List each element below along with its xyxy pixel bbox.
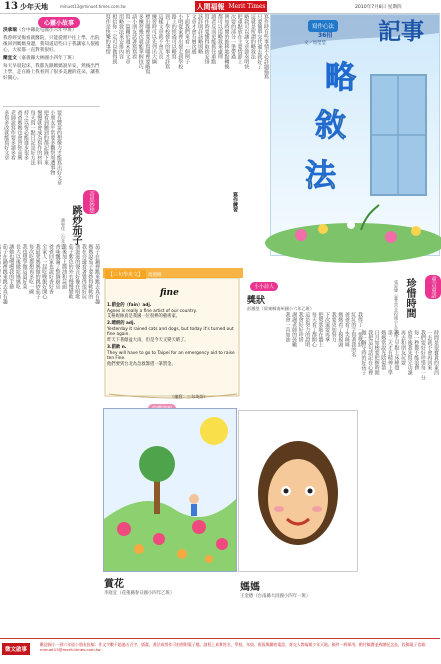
painting-image (104, 409, 236, 571)
english-word: fine (160, 288, 179, 298)
entry-1-head: 罰金的（fain）adj. (111, 303, 152, 308)
poem-title: 獎狀 (247, 296, 266, 306)
story-author: 張思婕（臺北市北投國小五年級） (394, 280, 399, 340)
footer (0, 638, 440, 664)
entry-1 (107, 303, 237, 320)
box-label: 奇思妙想 (83, 190, 99, 214)
main-title-char-1: 略 (325, 60, 356, 96)
hero-illustration (271, 15, 439, 255)
left-item-2 (3, 56, 100, 62)
box-author: 潘聖佳（台北市） (61, 218, 66, 252)
entry-1-num: 1. (107, 303, 112, 308)
english-box-footer: （編寫：三句英語） (170, 394, 208, 399)
page-number: 13 (4, 1, 18, 12)
newspaper-logo (195, 1, 267, 12)
author-note: 文／馬瑩瑩 (304, 41, 326, 46)
poem-author: 彭鳳瑩（屏東縣南州國小六年乙班） (247, 306, 315, 311)
entry-3-zh: 他們要到台北為急救籌措一筆罰金。 (107, 361, 176, 367)
left-item-1-note: （台中縣北屯國小六年甲班） (16, 28, 77, 33)
entry-1-en: Agnes is really a fine artist of our country. (107, 308, 197, 314)
entry-3-head: 罰款 n. (111, 345, 127, 351)
mask-frame (238, 410, 358, 572)
page-header (0, 0, 440, 14)
entry-3 (107, 345, 237, 367)
footer-tag: 徵文啟事 (2, 643, 30, 655)
section-email: minuet13@minuet.times.com.tw (60, 4, 126, 9)
hero-intro-strip (272, 256, 438, 268)
left-lower-columns: 茄子在鍋裡跳來跳去真有趣 媽媽說茄子要炒得軟軟的 我在旁邊看著覺得很好玩 油滋滋的聲音好像在唱歌 茄子紫色的外衣慢慢變軟 最後加上醬油和蒜頭 香味飄滿了整個廚房 爸爸回家也說好香好香 全家人一起吃晚飯好開心 我最愛媽媽做的跳炒茄子 每次吃都想再多吃一碗 我也想學做這道好菜 長大以後做給媽媽吃 讓她也嚐嚐我的手藝 茄子在鍋裡跳來跳去真有趣 (1, 244, 100, 304)
english-entries (107, 303, 237, 369)
left-item-1 (3, 28, 100, 34)
story-columns: 時間是很寶貴的東西 一去就不會再回來 我們要好好珍惜每一分 每一秒都不能浪費 放學後我先寫完功課 再去和朋友玩耍 晚上早點上床睡覺 第二天才有精神上學 媽媽常說光陰似箭 日月如梭要把握時間 我把這句話記在心裡 做一個守時的好孩子 (360, 330, 439, 380)
main-title-char-3: 法 (305, 158, 336, 194)
english-box-label: 【三句學英文】 (105, 270, 146, 279)
issue-date: 2010年7月8日 星期四 (355, 5, 402, 10)
logo-chinese: 人間福報 (196, 2, 225, 11)
mask-image (239, 411, 357, 571)
main-title-char-2: 敘 (315, 108, 346, 144)
mask-title: 媽媽 (240, 582, 260, 593)
entry-3-en: They will have to go to Taipei for an emergency aid to raise ten Fine. (107, 350, 235, 362)
series-badge-label: 寫作心法 (312, 24, 335, 30)
entry-2 (107, 321, 237, 343)
hero-panel (270, 14, 440, 256)
subhead-4: 寫作練習 (232, 192, 238, 212)
painting-frame (103, 408, 237, 572)
entry-2-en: Yesterday it rained cats and dogs, but today it's turned out fine again. (107, 326, 234, 338)
left-column-badge: 心靈小故事 (38, 17, 80, 28)
left-item-2-note: （嘉義縣大林國小四年丁班） (16, 56, 77, 61)
box-title: 跳炒茄子 (70, 205, 81, 245)
series-number: 36招 (318, 32, 333, 39)
left-column-text (3, 28, 100, 84)
story-badge: 童言童語 (425, 275, 441, 299)
story-title: 珍惜時間 (404, 278, 415, 318)
english-box-author: 馬德維 (148, 273, 162, 278)
left-item-1-title: 洪承瑞 (3, 28, 17, 33)
left-item-2-body: 每天早晨起床，我都先跟媽媽說早安，然後出門上學，走在路上我看到了很多美麗的花朵，讓我好開心。 (3, 64, 100, 81)
middle-body-columns: 寫作時有些事情不必詳細描寫 只要簡單交代過去就好了 這就是所謂的略敘法 略敘可以讓文章節奏明快 把重點放在主要情節上 次要的部分一筆帶過 例如時間的推移地點轉換 都可以用略敘來處理 讀者反而更能抓住重點 寫作時要懂得取捨安排 該詳則詳該略則略 文章才會有層次感 下面我們來看一個例子 小明從家裡出發走到學校 路上的經過可以略寫 到了學校發生的事才詳寫 這樣文章就不會冗長 練習時可以先列出大綱 標出哪裡要詳寫哪裡要略寫 多練習幾次就能掌握技巧 請小朋友試著寫寫看 寫一篇關於週末的文章 用略敘法來安排內容 相信你一定可以做得到 寫作是快樂的事情 (104, 14, 269, 79)
painting-author: 李庭宜（花蓮縣春日國小四年乙班） (104, 591, 175, 596)
left-body-columns: 要有豐富的想像力才能寫出好文章 小朋友平常要多觀察周遭事物 把看到聽到的都記錄下來 慢慢就會成為寫作的材料 每天寫一點日記是好方法 持之以恆必能進步很多 爸爸媽媽也會替你高興 老師說寫作要多讀多看 多寫多改就能寫好文章 (3, 110, 62, 185)
section-name: 少年天地 (20, 3, 48, 11)
entry-2-head: 晴朗的 adj. (111, 321, 136, 327)
footer-text: 歡迎國小一到六年級小朋友投稿：作文字數不超過五百字，插畫、書法或勞作可拍照附電子檔，請寫上真實姓名、學校、年級、班級與聯絡電話，寄交人間福報少年天地。稿件一經採用，酌付稿費並致贈紀念品，投稿電子信箱：minuet13@merit-times.com.tw (40, 642, 430, 653)
entry-1-zh: 艾格妮絲真是我國一位很棒的藝術家。 (107, 314, 181, 320)
painting-title: 賞花 (104, 579, 124, 590)
left-item-2-title: 簡宜文 (3, 56, 17, 61)
corner-title: 記事 (378, 18, 424, 45)
logo-english: Merit Times (228, 3, 266, 10)
poem-columns: 我得了一張獎狀 紅紅的字寫著我的名 爸爸看了笑咪咪 媽媽看了摸摸頭 我要更加努力 下次還要再拿 把獎狀貼在牆上 每天看了都開心 這是努力的證明 我會好好珍惜 謝謝老師的鼓勵 我會一直加油 (284, 312, 363, 357)
entry-2-zh: 昨天下著傾盆大雨，但是今天又變天晴了。 (107, 338, 189, 344)
entry-2-num: 2. (107, 321, 112, 327)
mask-author: 王金德（台南縣大同國小四年一班） (240, 594, 311, 599)
left-item-1-body: 我曾經受傷看就醫院，只能從窗戶往上學，出院後回到媽媽身邊，我知道這些日子我讓家人很擔心，大家都一直對我很好。 (3, 36, 100, 53)
divider (3, 106, 100, 107)
poem-badge: 小小詩人 (250, 282, 278, 291)
entry-3-num: 3. (107, 345, 112, 351)
